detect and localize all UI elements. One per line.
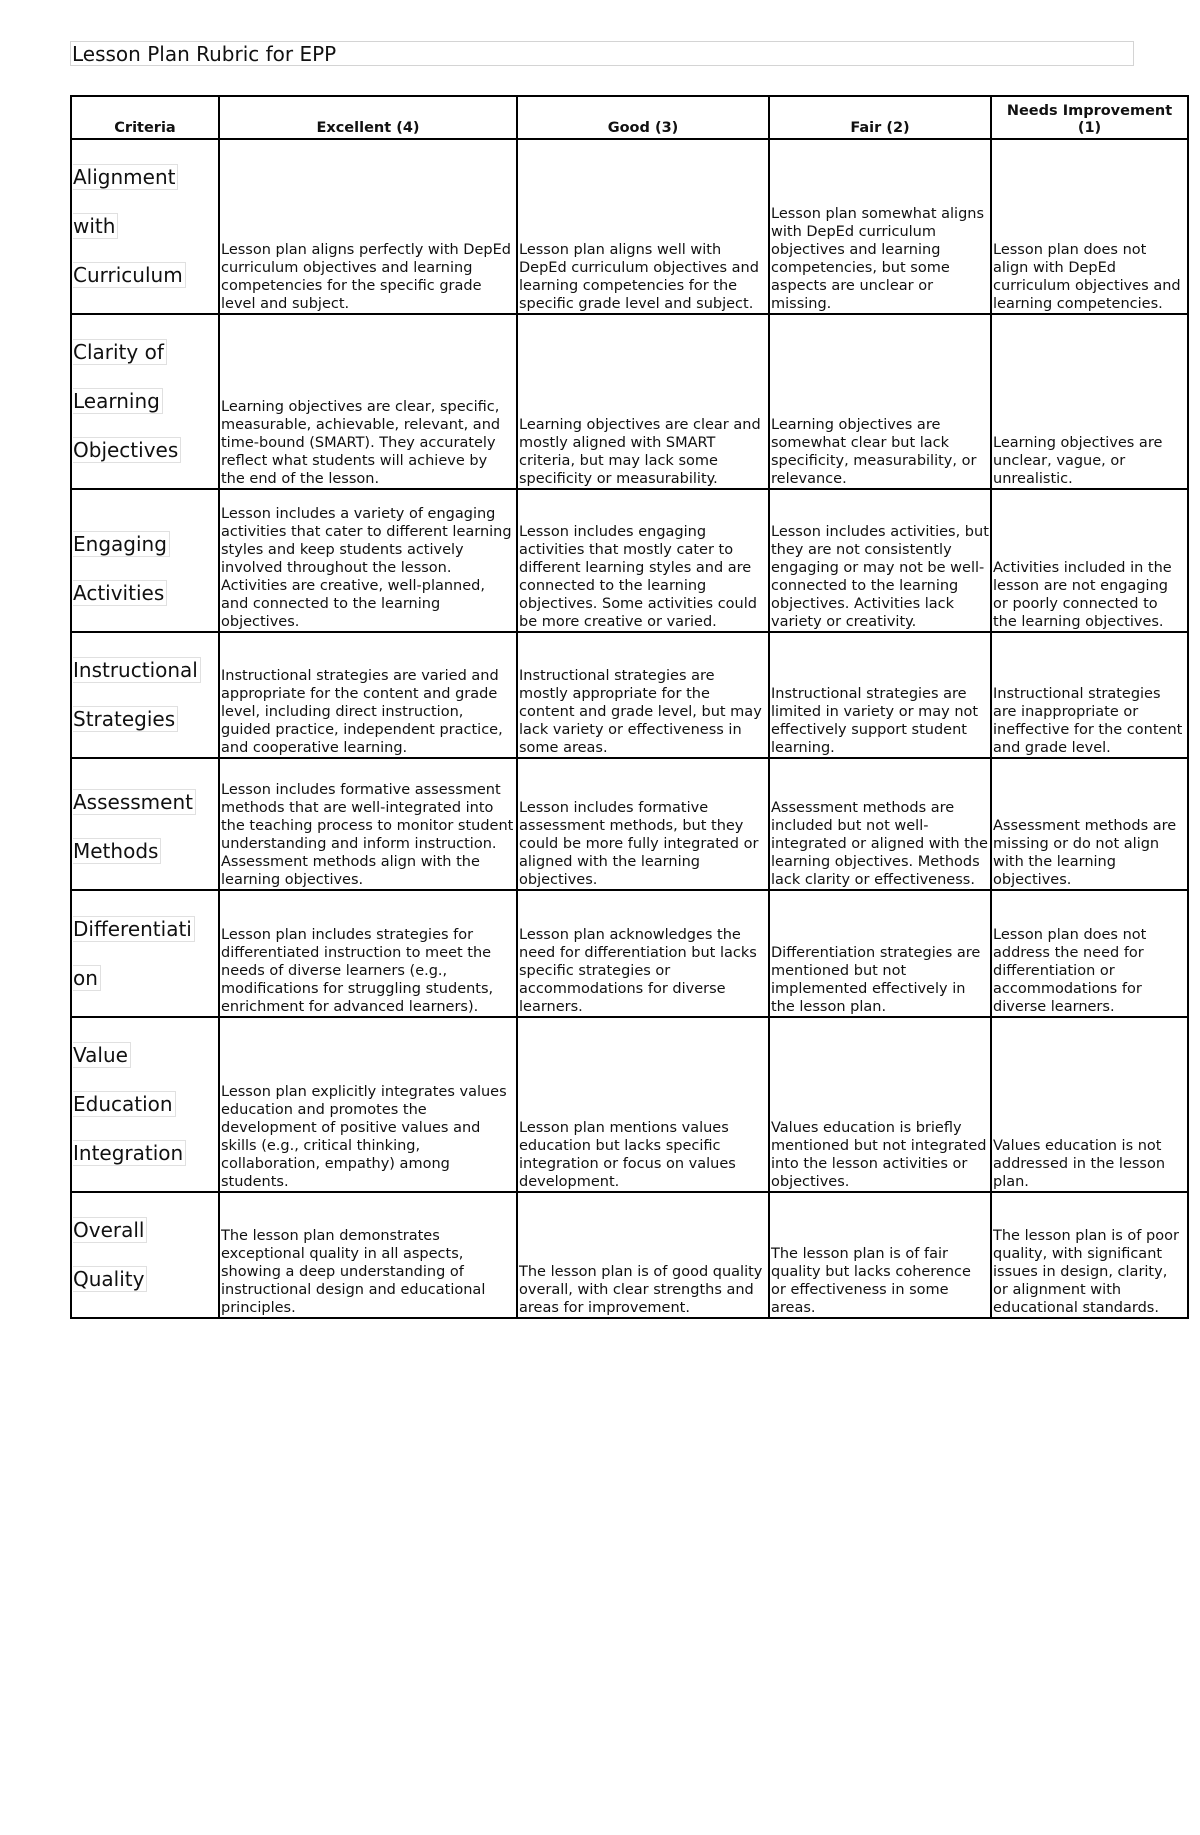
rubric-table [70, 95, 1189, 1319]
criteria-cell [71, 890, 219, 1017]
needs-improvement-cell: Learning objectives are unclear, vague, or unrealistic. [991, 314, 1188, 489]
fair-cell: Differentiation strategies are mentioned but not implemented effectively in the lesson plan. [769, 890, 991, 1017]
criteria-line: Activities [73, 580, 167, 606]
fair-cell: Values education is briefly mentioned but not integrated into the lesson activities or objectives. [769, 1017, 991, 1192]
criteria-line: Objectives [73, 437, 181, 463]
excellent-cell: Lesson plan explicitly integrates values education and promotes the development of positive values and skills (e.g., critical thinking, collaboration, empathy) among students. [219, 1017, 517, 1192]
criteria-line: Instructional [73, 657, 201, 683]
criteria-line: Strategies [73, 706, 178, 732]
needs-improvement-cell: Assessment methods are missing or do not align with the learning objectives. [991, 758, 1188, 890]
table-row [71, 632, 1188, 758]
criteria-cell [71, 1192, 219, 1318]
criteria-cell [71, 1017, 219, 1192]
good-cell: The lesson plan is of good quality overall, with clear strengths and areas for improvement. [517, 1192, 769, 1318]
fair-cell: Lesson includes activities, but they are not consistently engaging or may not be well-connected to the learning objectives. Activities lack variety or creativity. [769, 489, 991, 632]
good-cell: Lesson plan acknowledges the need for differentiation but lacks specific strategies or accommodations for diverse learners. [517, 890, 769, 1017]
table-row [71, 1192, 1188, 1318]
criteria-label [73, 1193, 147, 1315]
header-fair: Fair (2) [769, 96, 991, 139]
criteria-line: Value [73, 1042, 131, 1068]
criteria-cell [71, 632, 219, 758]
criteria-line: Differentiati [73, 916, 195, 942]
criteria-line: Clarity of [73, 339, 167, 365]
excellent-cell: Lesson includes a variety of engaging activities that cater to different learning styles and keep students actively involved throughout the lesson. Activities are creative, well-planned, and connected to the learning objectives. [219, 489, 517, 632]
criteria-cell [71, 758, 219, 890]
document-title-box [70, 41, 1134, 66]
fair-cell: The lesson plan is of fair quality but lacks coherence or effectiveness in some areas. [769, 1192, 991, 1318]
criteria-label [73, 892, 195, 1014]
needs-improvement-cell: Lesson plan does not address the need for differentiation or accommodations for diverse learners. [991, 890, 1188, 1017]
header-row [71, 96, 1188, 139]
document-title: Lesson Plan Rubric for EPP [72, 42, 337, 66]
criteria-line: Engaging [73, 531, 170, 557]
needs-improvement-cell: Activities included in the lesson are not engaging or poorly connected to the learning objectives. [991, 489, 1188, 632]
excellent-cell: The lesson plan demonstrates exceptional quality in all aspects, showing a deep understanding of instructional design and educational principles. [219, 1192, 517, 1318]
good-cell: Lesson plan aligns well with DepEd curriculum objectives and learning competencies for the specific grade level and subject. [517, 139, 769, 314]
criteria-line: Curriculum [73, 262, 186, 288]
excellent-cell: Lesson includes formative assessment methods that are well-integrated into the teaching process to monitor student understanding and inform instruction. Assessment methods align with the learning objectives. [219, 758, 517, 890]
good-cell: Learning objectives are clear and mostly aligned with SMART criteria, but may lack some specificity or measurability. [517, 314, 769, 489]
good-cell: Instructional strategies are mostly appropriate for the content and grade level, but may lack variety or effectiveness in some areas. [517, 632, 769, 758]
fair-cell: Lesson plan somewhat aligns with DepEd curriculum objectives and learning competencies, but some aspects are unclear or missing. [769, 139, 991, 314]
criteria-line: with [73, 213, 118, 239]
excellent-cell: Lesson plan aligns perfectly with DepEd curriculum objectives and learning competencies for the specific grade level and subject. [219, 139, 517, 314]
criteria-cell [71, 139, 219, 314]
table-row [71, 890, 1188, 1017]
rubric-body [71, 139, 1188, 1318]
excellent-cell: Lesson plan includes strategies for differentiated instruction to meet the needs of diverse learners (e.g., modifications for struggling students, enrichment for advanced learners). [219, 890, 517, 1017]
table-row [71, 758, 1188, 890]
table-row [71, 1017, 1188, 1192]
criteria-line: Education [73, 1091, 176, 1117]
criteria-line: Learning [73, 388, 163, 414]
criteria-line: Integration [73, 1140, 186, 1166]
criteria-line: on [73, 965, 101, 991]
header-criteria: Criteria [71, 96, 219, 139]
fair-cell: Learning objectives are somewhat clear but lack specificity, measurability, or relevance. [769, 314, 991, 489]
good-cell: Lesson includes formative assessment methods, but they could be more fully integrated or aligned with the learning objectives. [517, 758, 769, 890]
criteria-cell [71, 314, 219, 489]
header-good: Good (3) [517, 96, 769, 139]
excellent-cell: Learning objectives are clear, specific, measurable, achievable, relevant, and time-bound (SMART). They accurately reflect what students will achieve by the end of the lesson. [219, 314, 517, 489]
criteria-line: Methods [73, 838, 161, 864]
header-needs-improvement: Needs Improvement (1) [991, 96, 1188, 139]
criteria-cell [71, 489, 219, 632]
criteria-line: Alignment [73, 164, 178, 190]
good-cell: Lesson plan mentions values education but lacks specific integration or focus on values development. [517, 1017, 769, 1192]
table-row [71, 139, 1188, 314]
criteria-label [73, 140, 186, 311]
criteria-label [73, 315, 181, 486]
needs-improvement-cell: The lesson plan is of poor quality, with significant issues in design, clarity, or alignment with educational standards. [991, 1192, 1188, 1318]
excellent-cell: Instructional strategies are varied and appropriate for the content and grade level, including direct instruction, guided practice, independent practice, and cooperative learning. [219, 632, 517, 758]
needs-improvement-cell: Instructional strategies are inappropriate or ineffective for the content and grade level. [991, 632, 1188, 758]
criteria-label [73, 1018, 186, 1189]
criteria-label [73, 633, 201, 755]
criteria-line: Quality [73, 1266, 147, 1292]
table-row [71, 314, 1188, 489]
good-cell: Lesson includes engaging activities that mostly cater to different learning styles and are connected to the learning objectives. Some activities could be more creative or varied. [517, 489, 769, 632]
criteria-label [73, 507, 170, 629]
criteria-line: Overall [73, 1217, 147, 1243]
needs-improvement-cell: Values education is not addressed in the lesson plan. [991, 1017, 1188, 1192]
criteria-line: Assessment [73, 789, 196, 815]
table-row [71, 489, 1188, 632]
needs-improvement-cell: Lesson plan does not align with DepEd curriculum objectives and learning competencies. [991, 139, 1188, 314]
fair-cell: Instructional strategies are limited in variety or may not effectively support student learning. [769, 632, 991, 758]
header-excellent: Excellent (4) [219, 96, 517, 139]
criteria-label [73, 765, 196, 887]
fair-cell: Assessment methods are included but not well-integrated or aligned with the learning objectives. Methods lack clarity or effectiveness. [769, 758, 991, 890]
